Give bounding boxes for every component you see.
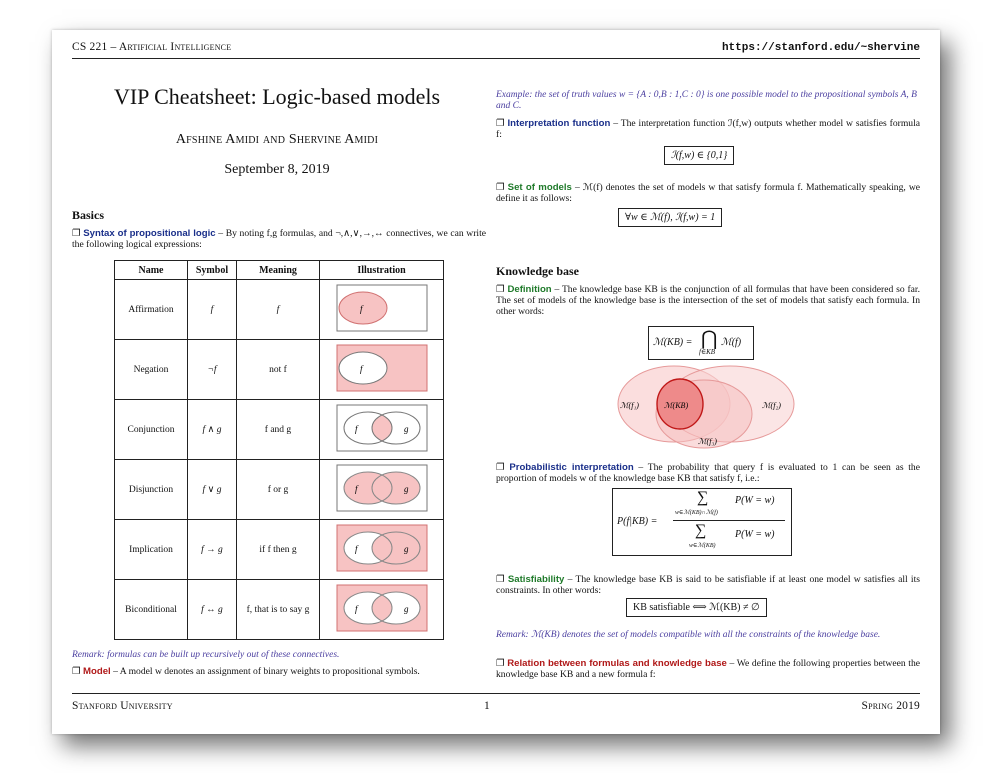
col-illustration: Illustration: [320, 261, 444, 280]
def-lhs: ℳ(KB) =: [653, 337, 693, 348]
conjunction-venn: [320, 400, 444, 460]
svg-text:f: f: [354, 424, 358, 434]
page-title: VIP Cheatsheet: Logic-based models: [113, 84, 441, 109]
model-text: – A model w denotes an assignment of binary weights to propositional symbols.: [113, 666, 420, 677]
fraction-bar: [673, 520, 785, 521]
affirmation-venn: [320, 280, 444, 340]
models-text: – ℳ(f) denotes the set of models w that satisfy formula f. Mathematically speaking, we define it as follows:: [496, 182, 921, 204]
prob-den-sum: ∑: [695, 522, 707, 539]
model-term: Model: [83, 666, 111, 677]
row-meaning: f or g: [237, 460, 320, 520]
definition-term: Definition: [507, 284, 552, 295]
relation-text: – We define the following properties between the knowledge base KB and a new formula f:: [496, 658, 921, 680]
row-symbol: f ∧ g: [188, 400, 237, 460]
checkbox-icon: ❐: [72, 666, 83, 677]
interp-formula: ℐ(f,w) ∈ {0,1}: [664, 146, 734, 165]
satisfiability-term: Satisfiability: [507, 574, 565, 585]
row-symbol: ¬f: [188, 340, 237, 400]
row-meaning: f: [237, 280, 320, 340]
checkbox-icon: ❐: [496, 284, 508, 295]
table-row: [115, 520, 444, 580]
checkbox-icon: ❐: [496, 658, 508, 669]
interp-term: Interpretation function: [507, 118, 611, 129]
probability-formula: [612, 488, 792, 556]
row-name: Disjunction: [115, 460, 188, 520]
checkbox-icon: ❐: [496, 462, 510, 473]
row-name: Affirmation: [115, 280, 188, 340]
prob-den-sub: w∈ℳ(KB): [689, 543, 716, 549]
table-row: [115, 280, 444, 340]
definition-text: – The knowledge base KB is the conjunction of all formulas that have been considered so far. The set of models of the knowledge base is the intersection of the set of models that satisfy each formula. In other words:: [496, 284, 920, 317]
probabilistic-text: – The probability that query f is evaluated to 1 can be seen as the proportion of models w of the knowledge base KB that satisfy f, i.e.:: [496, 462, 920, 484]
header-url[interactable]: https://stanford.edu/~shervine: [721, 42, 920, 54]
interp-paragraph: [496, 118, 920, 140]
def-sub: f∈KB: [699, 348, 716, 356]
row-name: Implication: [115, 520, 188, 580]
affirmation-illustration: [336, 284, 428, 332]
checkbox-icon: ❐: [496, 574, 508, 585]
venn-label-kb: ℳ(KB): [664, 401, 689, 410]
svg-text:f: f: [354, 544, 358, 554]
col-meaning: Meaning: [237, 261, 320, 280]
model-paragraph: [72, 666, 486, 677]
relation-paragraph: [496, 658, 920, 680]
probabilistic-paragraph: [496, 462, 920, 484]
probabilistic-term: Probabilistic interpretation: [509, 462, 634, 473]
checkbox-icon: ❐: [496, 118, 508, 129]
relation-term: Relation between formulas and knowledge base: [507, 658, 727, 669]
definition-formula: [648, 326, 754, 360]
row-meaning: if f then g: [237, 520, 320, 580]
syntax-term: Syntax of propositional logic: [83, 228, 216, 239]
disjunction-venn: [320, 460, 444, 520]
col-symbol: Symbol: [188, 261, 237, 280]
col-name: Name: [115, 261, 188, 280]
bigcap-symbol: ⋂: [701, 328, 718, 350]
svg-text:f: f: [359, 304, 363, 314]
date: September 8, 2019: [224, 162, 330, 177]
header-rule: [72, 58, 920, 59]
row-name: Conjunction: [115, 400, 188, 460]
venn-label-f1: ℳ(f₁): [620, 401, 639, 410]
checkbox-icon: ❐: [72, 228, 84, 239]
row-symbol: f → g: [188, 520, 237, 580]
row-name: Biconditional: [115, 580, 188, 640]
implication-venn: [320, 520, 444, 580]
row-meaning: not f: [237, 340, 320, 400]
prob-den-term: P(W = w): [735, 529, 775, 540]
svg-text:g: g: [403, 544, 408, 554]
basics-heading: Basics: [72, 208, 105, 222]
biconditional-illustration: [336, 584, 428, 632]
venn-label-f2: ℳ(f₂): [762, 401, 781, 410]
footer-term: Spring 2019: [861, 700, 920, 712]
implication-illustration: [336, 524, 428, 572]
prob-lhs: P(f|KB) =: [617, 516, 658, 527]
models-paragraph: [496, 182, 920, 204]
table-header-row: [115, 261, 444, 280]
header-course: CS 221 – Artificial Intelligence: [72, 41, 232, 53]
svg-text:f: f: [354, 604, 358, 614]
footer-university: Stanford University: [72, 700, 173, 712]
page-number: 1: [484, 700, 490, 712]
svg-text:f: f: [354, 484, 358, 494]
prob-num-sub: w∈ℳ(KB)∩ℳ(f): [675, 510, 718, 516]
prob-num-term: P(W = w): [735, 495, 775, 506]
checkbox-icon: ❐: [496, 182, 508, 193]
satisfiability-formula: KB satisfiable ⟺ ℳ(KB) ≠ ∅: [626, 598, 767, 617]
remark-connectives: Remark: formulas can be built up recursively out of these connectives.: [72, 650, 340, 660]
syntax-text: – By noting f,g formulas, and ¬,∧,∨,→,↔ connectives, we can write the following logical expressions:: [72, 228, 486, 250]
row-meaning: f, that is to say g: [237, 580, 320, 640]
row-meaning: f and g: [237, 400, 320, 460]
connectives-table: [114, 260, 444, 640]
row-symbol: f ↔ g: [188, 580, 237, 640]
authors: Afshine Amidi and Shervine Amidi: [175, 132, 379, 147]
footer-rule: [72, 693, 920, 694]
negation-illustration: [336, 344, 428, 392]
remark-kb: Remark: ℳ(KB) denotes the set of models compatible with all the constraints of the knowledge base.: [496, 630, 881, 640]
kb-heading: Knowledge base: [496, 264, 580, 278]
disjunction-illustration: [336, 464, 428, 512]
satisfiability-paragraph: [496, 574, 920, 596]
example-text: Example: the set of truth values w = {A : 0,B : 1,C : 0} is one possible model to the propositional symbols A, B and C.: [496, 90, 917, 111]
conjunction-illustration: [336, 404, 428, 452]
svg-text:g: g: [403, 604, 408, 614]
satisfiability-text: – The knowledge base KB is said to be satisfiable if at least one model w satisfies all its constraints. In other words:: [496, 574, 920, 596]
cheatsheet-page: [52, 30, 940, 734]
table-row: [115, 460, 444, 520]
definition-paragraph: [496, 284, 920, 317]
table-row: [115, 400, 444, 460]
table-row: [115, 340, 444, 400]
syntax-paragraph: [72, 228, 486, 250]
models-term: Set of models: [507, 182, 572, 193]
biconditional-venn: [320, 580, 444, 640]
svg-text:g: g: [403, 484, 408, 494]
prob-num-sum: ∑: [697, 489, 709, 506]
svg-text:f: f: [359, 364, 363, 374]
models-formula: ∀w ∈ ℳ(f), ℐ(f,w) = 1: [618, 208, 722, 227]
row-symbol: f ∨ g: [188, 460, 237, 520]
kb-venn-diagram: [612, 364, 802, 450]
row-symbol: f: [188, 280, 237, 340]
venn-label-f3: ℳ(f₃): [698, 437, 717, 446]
svg-text:g: g: [403, 424, 408, 434]
def-rhs: ℳ(f): [721, 337, 742, 348]
row-name: Negation: [115, 340, 188, 400]
table-row: [115, 580, 444, 640]
negation-venn: [320, 340, 444, 400]
interp-text: – The interpretation function ℐ(f,w) outputs whether model w satisfies formula f:: [496, 118, 921, 140]
